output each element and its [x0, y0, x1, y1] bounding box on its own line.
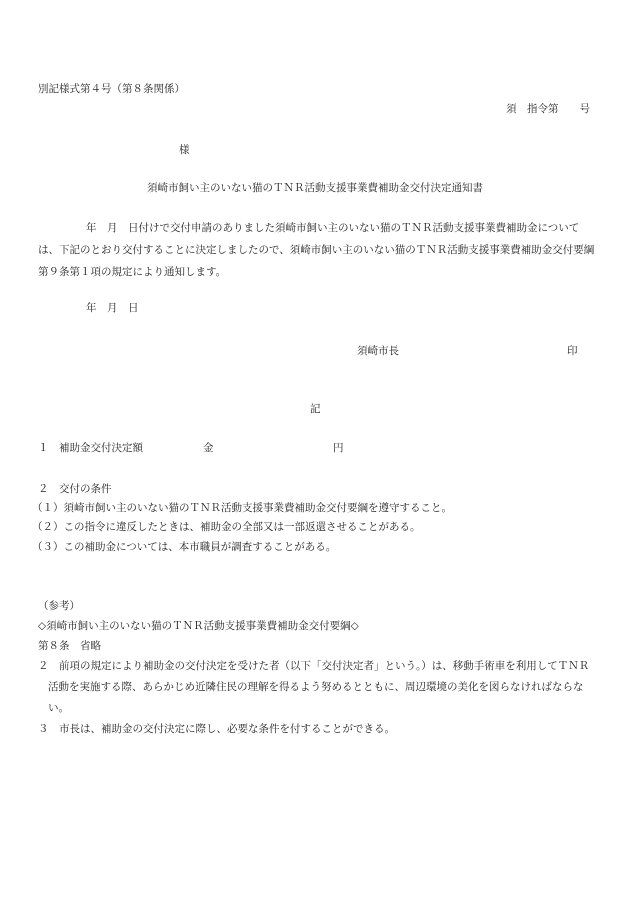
- reference-clause: ３ 市長は、補助金の交付決定に際し、必要な条件を付することができる。: [38, 723, 395, 735]
- reference-article: 第８条 省略: [38, 640, 101, 652]
- issuer-name: 須崎市長: [357, 345, 399, 357]
- reference-clauses: [38, 656, 598, 740]
- reference-clause: ２ 前項の規定により補助金の交付決定を受けた者（以下「交付決定者」という。）は、移動手術車を利用してＴＮＲ活動を実施する際、あらかじめ近隣住民の理解を得るよう努めるとともに、周辺環境の美化を図らなければならない。: [38, 660, 590, 714]
- ki-heading: 記: [310, 403, 321, 415]
- reference-heading: ◇須崎市飼い主のいない猫のＴＮＲ活動支援事業費補助金交付要綱◇: [38, 620, 359, 632]
- form-label: 別記様式第４号（第８条関係）: [38, 83, 185, 95]
- amount-kin: 金: [203, 442, 214, 454]
- addressee-suffix: 様: [179, 144, 190, 156]
- conditions-heading: ２ 交付の条件: [38, 483, 112, 495]
- document-number: 須 指令第 号: [506, 103, 590, 115]
- date-line: 年 月 日: [86, 302, 139, 314]
- page-title: 須崎市飼い主のいない猫のＴＮＲ活動支援事業費補助金交付決定通知書: [147, 182, 483, 194]
- body-rest: については、下記のとおり交付することに決定しましたので、須崎市飼い主のいない猫のＴＮＲ活動支援事業費補助金交付要綱第９条第１項の規定により通知します。: [38, 222, 595, 278]
- condition-item: （２）この指令に違反したときは、補助金の全部又は一部返還させることがある。: [32, 521, 421, 533]
- condition-item: （１）須崎市飼い主のいない猫のＴＮＲ活動支援事業費補助金交付要綱を遵守すること。: [32, 502, 452, 514]
- seal-mark: 印: [567, 345, 578, 357]
- reference-label: （参考）: [38, 600, 80, 612]
- condition-item: （３）この補助金については、本市職員が調査することがある。: [32, 541, 337, 553]
- amount-yen: 円: [333, 442, 344, 454]
- body-paragraph: [38, 217, 596, 283]
- amount-item: １ 補助金交付決定額: [38, 442, 143, 454]
- body-line-1: 年 月 日付けで交付申請のありました須崎市飼い主のいない猫のＴＮＲ活動支援事業費補助金: [86, 222, 538, 234]
